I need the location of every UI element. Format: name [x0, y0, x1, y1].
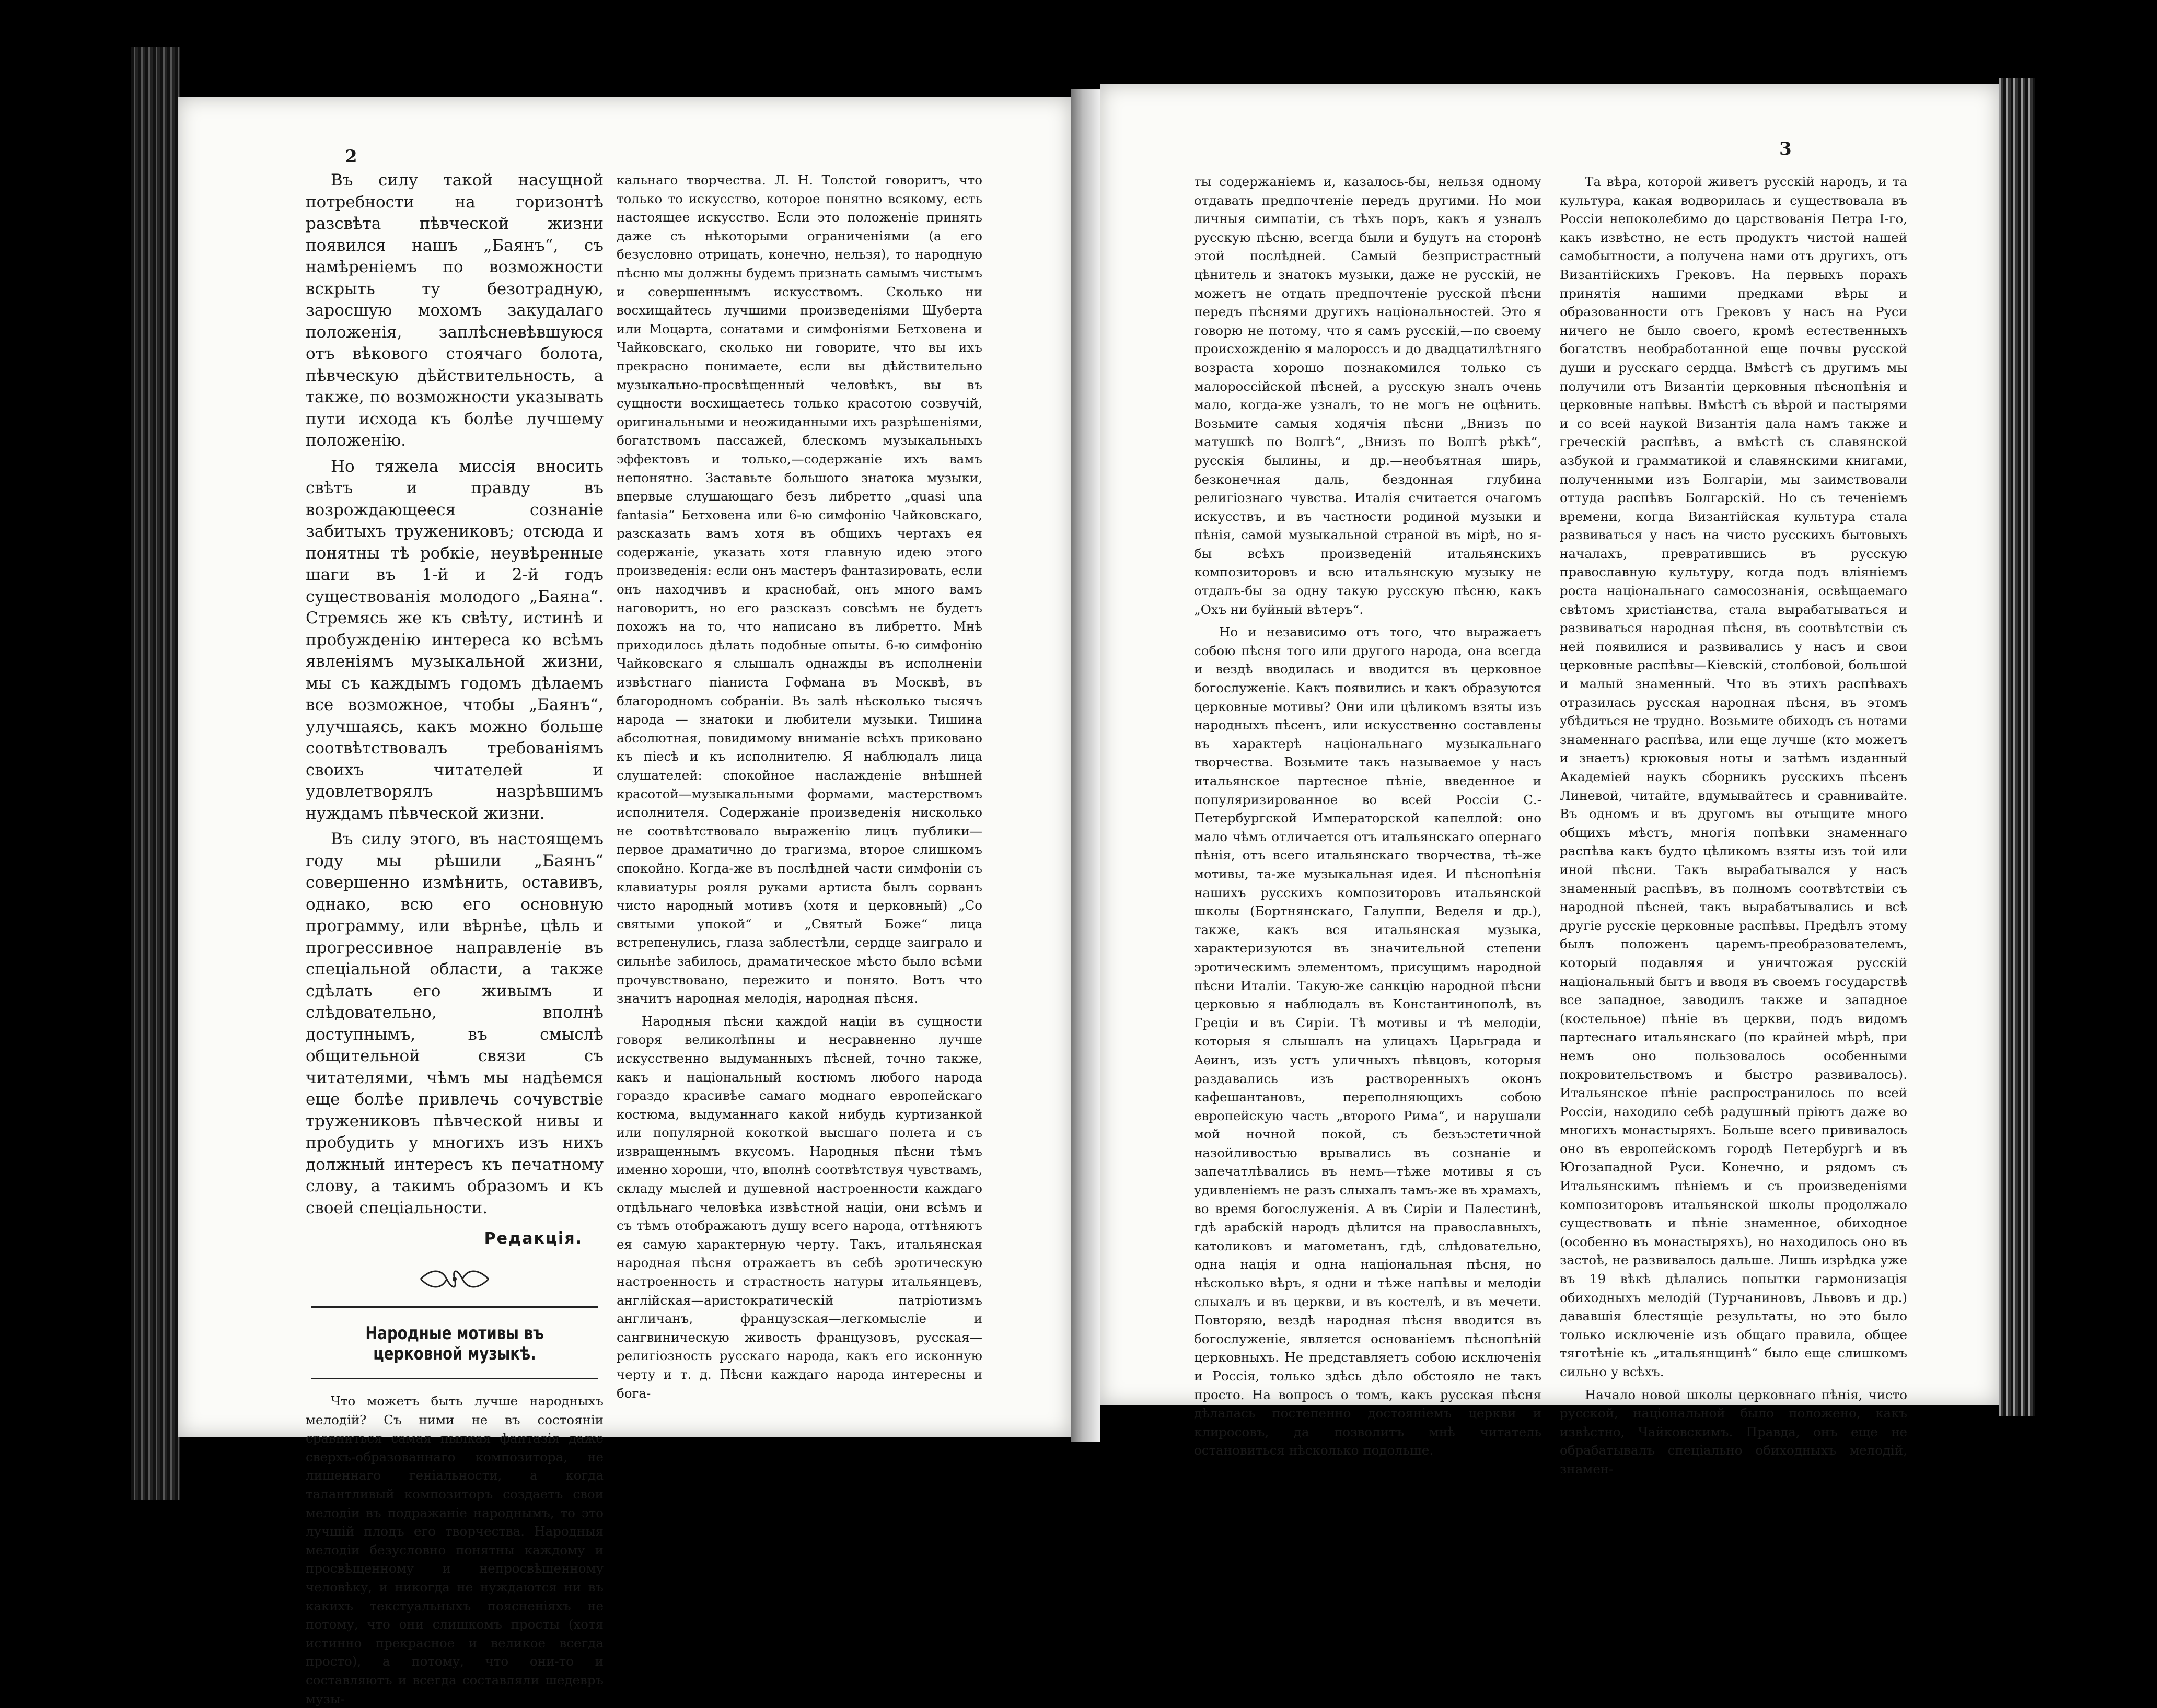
editorial-paragraph-2: Но тяжела миссія вносить свѣтъ и правду въ возрождающееся сознаніе забитыхъ тружениковъ; отсюда и понятны тѣ робкіе, неувѣренные шаги въ 1-й и 2-й годъ существованія молодого „Баяна“. Стремясь же къ свѣту, истинѣ и пробужденію интереса ко всѣмъ явленіямъ музыкальной жизни, мы съ каждымъ годомъ дѣлаемъ все возможное, чтобы „Баянъ“, улучшаясь, какъ можно больше соотвѣтствовалъ требованіямъ своихъ читателей и удовлетворялъ назрѣвшимъ нуждамъ пѣвческой жизни. — [306, 457, 604, 823]
page-number-right: 3 — [1779, 138, 1792, 159]
right-column-1 — [1194, 172, 1541, 1460]
right-column-2 — [1560, 172, 1907, 1479]
editorial-paragraph-1: Въ силу такой насущной потребности на горизонтѣ разсвѣта пѣвческой жизни появился нашъ „Баянъ“, съ намѣреніемъ по возможности вскрыть ту безотрадную, заросшую мохомъ закудалаго положенія, заплѣсневѣвшуюся отъ вѣкового стоячаго болота, пѣвческую дѣйствительность, а также, по возможности указывать пути исхода къ болѣе лучшему положенію. — [306, 171, 604, 450]
left-col2-paragraph-1: кальнаго творчества. Л. Н. Толстой говоритъ, что только то искусство, которое понятно всякому, есть настоящее искусство. Если это положеніе принять даже съ нѣкоторыми ограниченіями (а его безусловно отрицать, конечно, нельзя), то народную пѣсню мы должны будемъ признать самымъ чистымъ и совершеннымъ искусствомъ. Сколько ни восхищайтесь лучшими произведеніями Шуберта или Моцарта, сонатами и симфоніями Бетховена и Чайковскаго, сколько ни говорите, что вы ихъ прекрасно понимаете, если вы дѣйствительно музыкально-просвѣщенный человѣкъ, вы въ сущности восхищаетесь только красотою созвучій, оригинальными и неожиданными ихъ разрѣшеніями, богатствомъ пассажей, блескомъ музыкальныхъ эффектовъ и только,—содержаніе ихъ вамъ непонятно. Заставьте большого знатока музыки, впервые слушающаго безъ либретто „quasi una fantasia“ Бетховена или 6-ю симфонію Чайковскаго, разсказать вамъ хотя въ общихъ чертахъ ея содержаніе, указать хотя главную идею этого произведенія: если онъ мастеръ фантазировать, если онъ находчивъ и краснобай, онъ много вамъ наговоритъ, но его разсказъ совсѣмъ не будетъ похожъ на то, что написано въ либретто. Мнѣ приходилось дѣлать подобные опыты. 6-ю симфонію Чайковскаго я слышалъ однажды въ исполненіи извѣстнаго піаниста Гофмана въ Москвѣ, въ благородномъ собраніи. Въ залѣ нѣсколько тысячъ народа — знатоки и любители музыки. Тишина абсолютная, повидимому вниманіе всѣхъ приковано къ піесѣ и къ исполнителю. Я наблюдалъ лица слушателей: спокойное наслажденіе внѣшней красотой—музыкальными формами, мастерствомъ исполнителя. Содержаніе произведенія нисколько не соотвѣтствовало выраженію лицъ публики—первое драматично до трагизма, второе слишкомъ спокойно. Когда-же въ послѣдней части симфоніи съ клавиатуры рояля руками артиста былъ сорванъ чисто народный мотивъ (хотя и церковный) „Со святыми упокой“ и „Святый Боже“ лица встрепенулись, глаза заблестѣли, сердце заиграло и сильнѣе забилось, драматическое мѣсто было всѣми прочувствовано, пережито и понято. Вотъ что значитъ народная мелодія, народная пѣсня. — [617, 172, 982, 1006]
right-col2-paragraph-1: Та вѣра, которой живетъ русскій народъ, и та культура, какая водворилась и существовала въ Россіи непоколебимо до царствованія Петра I-го, какъ извѣстно, не есть продуктъ чистой нашей самобытности, а получена нами отъ другихъ, отъ Византійскихъ Грековъ. На первыхъ порахъ принятія нашими предками вѣры и образованности отъ Грековъ у насъ на Руси ничего не было своего, кромѣ естественныхъ богатствъ необработанной еще почвы русской души и русскаго сердца. Вмѣстѣ съ другимъ мы получили отъ Византіи церковныя пѣснопѣнія и церковные напѣвы. Вмѣстѣ съ вѣрой и пастырями и со всей наукой Византія дала намъ также и греческій распѣвъ, а вмѣстѣ съ славянской азбукой и грамматикой и славянскими книгами, полученными изъ Болгаріи, мы заимствовали оттуда распѣвъ Болгарскій. Но съ теченіемъ времени, когда Византійская культура стала развиваться у насъ на чисто русскихъ бытовыхъ началахъ, превратившись въ русскую православную культуру, когда подъ вліяніемъ роста національнаго самосознанія, освѣщаемаго свѣтомъ христіанства, стала вырабатываться и развиваться народная пѣсня, въ соотвѣтствіи съ ней появилися и развивались у насъ и свои церковные распѣвы—Кіевскій, столбовой, большой и малый знаменный. Что въ этихъ распѣвахъ отразилась русская народная пѣсня, въ этомъ убѣдиться не трудно. Возьмите обиходъ съ нотами знаменнаго распѣва, или еще лучше (кто можетъ и знаетъ) крюковыя ноты и затѣмъ изданный Академіей наукъ сборникъ русскихъ пѣсенъ Линевой, читайте, вдумывайтесь и сравнивайте. Въ одномъ и въ другомъ вы отыщите много общихъ мѣстъ, многія попѣвки знаменнаго распѣва какъ будто цѣликомъ взяты изъ той или иной пѣсни. Такъ вырабатывался у насъ знаменный распѣвъ, въ полномъ соотвѣтствіи съ народной пѣсней, такъ вырабатывались и всѣ другіе русскіе церковные распѣвы. Предѣлъ этому былъ положенъ царемъ-преобразователемъ, который подавляя и уничтожая русскій національный бытъ и вводя въ своемъ государствѣ все западное, заводилъ также и западное (костельное) пѣніе въ церкви, подъ видомъ партеснаго итальянскаго (по крайней мѣрѣ, при немъ оно пользовалось особенными покровительствомъ и быстро развивалось). Итальянское пѣніе распространилось по всей Россіи, находило себѣ радушный пріютъ даже во многихъ монастыряхъ. Больше всего прививалось оно въ европейскомъ городѣ Петербургѣ и въ Югозападной Руси. Конечно, и рядомъ съ Итальянскимъ пѣніемъ и съ произведеніями композиторовъ итальянской школы продолжало существовать и пѣніе знаменное, обиходное (особенно въ монастыряхъ), но находилось оно въ застоѣ, не развивалось дальше. Лишь изрѣдка уже въ 19 вѣкѣ дѣлались попытки гармонизація обиходныхъ мелодій (Турчаниновъ, Львовъ и др.) дававшія блестящіе результаты, но это было только исключеніе изъ общаго правила, общее тяготѣніе къ „итальянщинѣ“ было еще слишкомъ сильно у всѣхъ. — [1560, 174, 1907, 1379]
left-column-2 — [617, 171, 982, 1402]
book-edge-right — [1999, 78, 2035, 1416]
article-title: Народные мотивы въ церковной музыкѣ. — [365, 1323, 544, 1364]
right-col2-paragraph-2: Начало новой школы церковнаго пѣнія, чисто русской, національной было положено, какъ извѣстно, Чайковскимъ. Правда, онъ еще не обрабатывалъ спеціально обиходныхъ мелодій, знамен- — [1560, 1387, 1907, 1477]
editorial-signature: Редакція. — [484, 1229, 583, 1248]
article-paragraph-1: Что можетъ быть лучше народныхъ мелодій? Съ ними не въ состояніи сравниться самая пылкая фантазія даже сверхъ-образованнаго композитора, не лишеннаго геніальности, а когда талантливый композиторъ создаетъ свои мелодіи въ подражаніе народнымъ, то это лучшій плодъ его творчества. Народныя мелодіи безусловно понятны каждому и просвѣщенному и непросвѣщенному человѣку, и никогда не нуждаются ни въ какихъ текстуальныхъ поясненіяхъ не потому, что они слишкомъ просты (хотя истинно прекрасное и великое всегда просто), а потому, что они-то и составляютъ и всегда составляли шедевръ музы- — [306, 1393, 604, 1706]
book-spine — [1071, 89, 1100, 1442]
left-col2-paragraph-2: Народныя пѣсни каждой націи въ сущности говоря великолѣпны и несравненно лучше искусственно выдуманныхъ пѣсней, точно также, какъ и національный костюмъ любого народа гораздо красивѣе самаго моднаго европейскаго костюма, выдуманнаго какой нибудь куртизанкой или популярной кокоткой высшаго полета и съ извращеннымъ вкусомъ. Народныя пѣсни тѣмъ именно хороши, что, вполнѣ соотвѣтствуя чувствамъ, складу мыслей и душевной настроенности каждаго отдѣльнаго человѣка извѣстной націи, они всѣмъ и съ тѣмъ отображаютъ душу всего народа, оттѣняютъ ея самую характерную черту. Такъ, итальянская народная пѣсня отражаетъ въ себѣ эротическую настроенность и страстность натуры итальянцевъ, англійская—аристократическій патріотизмъ англичанъ, французская—легкомысліе и сангвиническую живость французовъ, русская—религіозность русскаго народа, какъ его исконную черту и т. д. Пѣсни каждаго народа интересны и бога- — [617, 1013, 982, 1401]
heading-rule-bottom — [311, 1378, 598, 1379]
ornament-divider-icon — [415, 1268, 494, 1291]
right-col1-paragraph-2: Но и независимо отъ того, что выражаетъ собою пѣсня того или другого народа, она всегда и вездѣ вводилась и вводится въ церковное богослуженіе. Какъ появились и какъ образуются церковные мотивы? Они или цѣликомъ взяты изъ народныхъ пѣсенъ, или искусственно составлены въ характерѣ національнаго музыкальнаго творчества. Возьмите такъ называемое у насъ итальянское партесное пѣніе, введенное и популяризированное во всей Россіи С.-Петербургской Императорской капеллой: оно мало чѣмъ отличается отъ итальянскаго опернаго пѣнія, отъ всего итальянскаго творчества, тѣ-же мотивы, та-же музыкальная идея. И пѣснопѣнія нашихъ русскихъ композиторовъ итальянской школы (Бортнянскаго, Галуппи, Веделя и др.), также, какъ вся итальянская музыка, характеризуются въ значительной степени эротическимъ элементомъ, присущимъ народной пѣсни Италіи. Такую-же санкцію народной пѣсни церковью я наблюдалъ въ Константинополѣ, въ Греціи и въ Сиріи. Тѣ мотивы и тѣ мелодіи, которыя я слышалъ на улицахъ Царьграда и Аѳинъ, изъ устъ уличныхъ пѣвцовъ, которыя раздавались изъ растворенныхъ оконъ кафешантановъ, переполняющихъ собою европейскую часть „второго Рима“, и нарушали мой ночной покой, съ безъэстетичной назойливостью врывались въ сознаніе и запечатлѣвались въ немъ—тѣже мотивы я съ удивленіемъ не разъ слыхалъ тамъ-же въ храмахъ, во время богослуженія. А въ Сиріи и Палестинѣ, гдѣ арабскій народъ дѣлится на православныхъ, католиковъ и магометанъ, гдѣ, слѣдовательно, одна нація и одна національная пѣсня, но нѣсколько вѣръ, я одни и тѣже напѣвы и мелодіи слыхалъ и въ церкви, и въ костелѣ, и въ мечети. Повторяю, вездѣ народная пѣсня вводится въ богослуженіе, является основаніемъ пѣснопѣній церковныхъ. Не представляетъ собою исключенія и Россія, только здѣсь дѣло обстояло не такъ просто. На вопросъ о томъ, какъ русская пѣсня дѣлалась постепенно достояніемъ церкви и клиросовъ, да позволитъ мнѣ читатель остановиться нѣсколько подольше. — [1194, 624, 1541, 1458]
editorial-paragraph-3: Въ силу этого, въ настоящемъ году мы рѣшили „Баянъ“ совершенно измѣнить, оставивъ, однако, всю его основную программу, или вѣрнѣе, цѣль и прогрессивное направленіе въ спеціальной области, а также сдѣлать его живымъ и слѣдовательно, вполнѣ доступнымъ, въ смыслѣ общительной связи съ читателями, чѣмъ мы надѣемся еще болѣе привлечь сочувствіе тружениковъ пѣвческой нивы и пробудить у многихъ изъ нихъ должный интересъ къ печатному слову, а такимъ образомъ и къ своей спеціальности. — [306, 830, 604, 1217]
book-edge-left — [131, 47, 180, 1500]
article-intro — [306, 1392, 604, 1708]
left-page — [178, 97, 1071, 1706]
right-page — [1100, 84, 1999, 1477]
page-number-left: 2 — [345, 146, 357, 167]
right-col1-paragraph-1: ты содержаніемъ и, казалось-бы, нельзя одному отдавать предпочтеніе передъ другими. Но мои личныя симпатіи, съ тѣхъ поръ, какъ я узналъ русскую пѣсню, всегда были и будутъ на сторонѣ этой послѣдней. Самый безпристрастный цѣнитель и знатокъ музыки, даже не русскій, не можетъ не отдать предпочтеніе русской пѣсни передъ пѣснями другихъ національностей. Это я говорю не потому, что я самъ русскій,—по своему происхожденію я малороссъ и до двадцатилѣтняго возраста хорошо познакомился только съ малороссійской пѣсней, а русскую зналъ очень мало, когда-же узналъ, то не могъ не оцѣнить. Возьмите самыя ходячія пѣсни „Внизъ по матушкѣ по Волгѣ“, „Внизъ по Волгѣ рѣкѣ“, русскія былины, и др.—необъятная ширь, безконечная даль, бездонная глубина религіознаго чувства. Италія считается очагомъ искусствъ, и въ частности родиной музыки и пѣнія, самой музыкальной страной въ мірѣ, но я-бы всѣхъ произведеній итальянскихъ композиторовъ и всю итальянскую музыку не отдалъ-бы за одну такую русскую пѣсню, какъ „Охъ ни буйный вѣтеръ“. — [1194, 174, 1541, 617]
editorial-block — [306, 170, 604, 1219]
heading-rule-top — [311, 1306, 598, 1308]
left-column-1 — [306, 170, 604, 1708]
